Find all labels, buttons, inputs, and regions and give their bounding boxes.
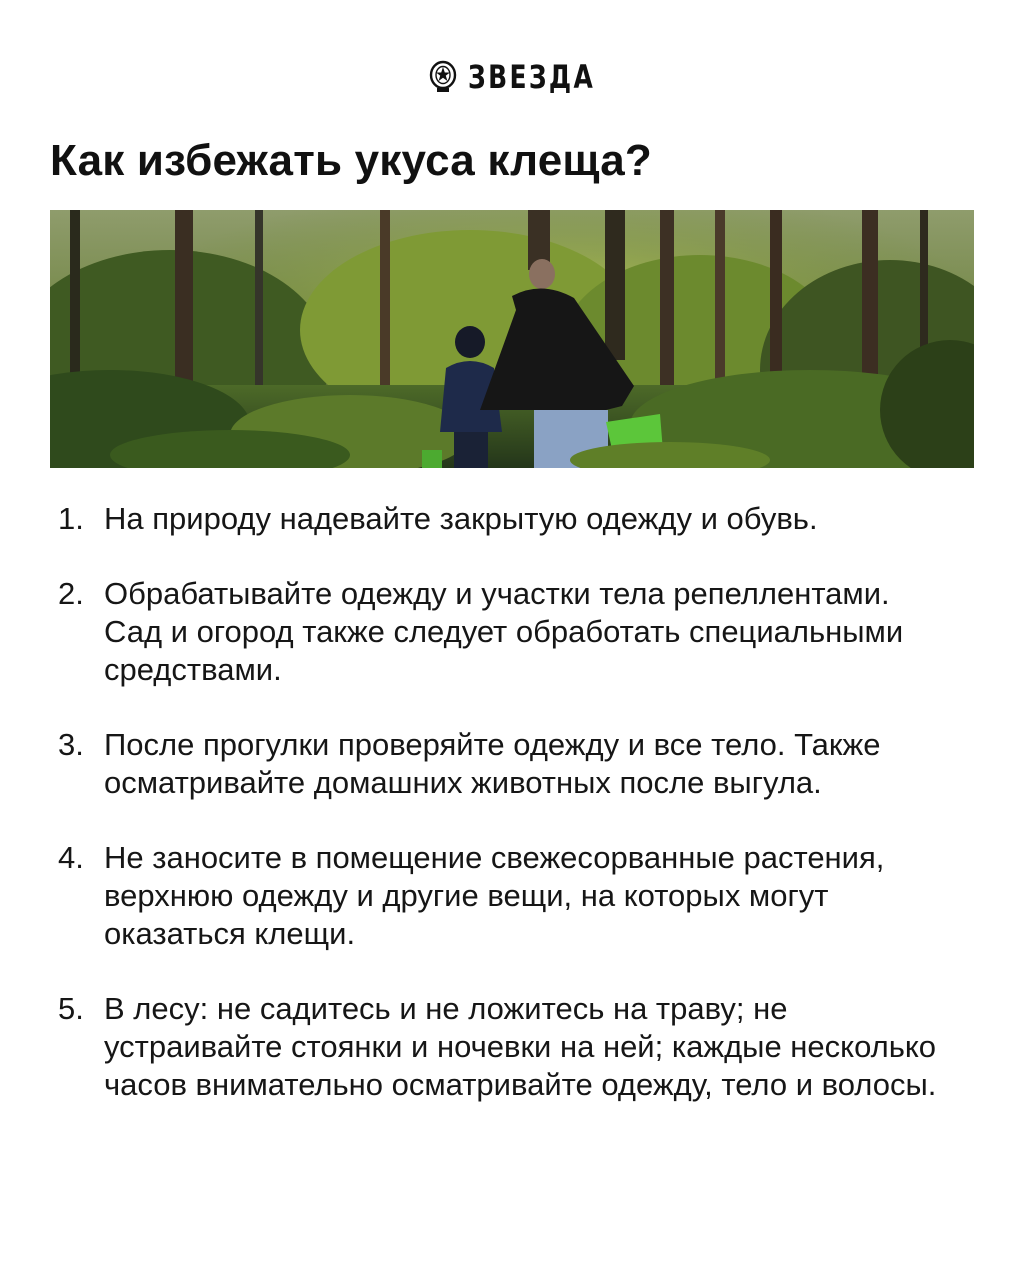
brand-name: ЗВЕЗДА bbox=[467, 58, 595, 96]
list-item-text: Обрабатывайте одежду и участки тела репеллентами. Сад и огород также следует обработать специальными средствами. bbox=[104, 576, 904, 687]
star-globe-emblem-icon bbox=[428, 60, 458, 94]
page-title: Как избежать укуса клеща? bbox=[50, 136, 653, 185]
list-item-number: 2. bbox=[58, 576, 84, 611]
list-item-number: 3. bbox=[58, 727, 84, 762]
list-item bbox=[58, 990, 958, 1104]
list-item-number: 4. bbox=[58, 840, 84, 875]
list-item-number: 5. bbox=[58, 991, 84, 1026]
list-item bbox=[58, 726, 958, 802]
list-item bbox=[58, 575, 958, 689]
list-item bbox=[58, 839, 958, 953]
list-item-text: После прогулки проверяйте одежду и все тело. Также осматривайте домашних животных после выгула. bbox=[104, 727, 881, 800]
tips-list bbox=[58, 500, 958, 1141]
list-item-text: Не заносите в помещение свежесорванные растения, верхнюю одежду и другие вещи, на которых могут оказаться клещи. bbox=[104, 840, 885, 951]
forest-walk-photo bbox=[50, 210, 974, 468]
list-item-number: 1. bbox=[58, 501, 84, 536]
list-item-text: На природу надевайте закрытую одежду и обувь. bbox=[104, 501, 818, 536]
list-item-text: В лесу: не садитесь и не ложитесь на траву; не устраивайте стоянки и ночевки на ней; каждые несколько часов внимательно осматривайте одежду, тело и волосы. bbox=[104, 991, 937, 1102]
list-item bbox=[58, 500, 958, 538]
brand-logo bbox=[0, 58, 1024, 96]
